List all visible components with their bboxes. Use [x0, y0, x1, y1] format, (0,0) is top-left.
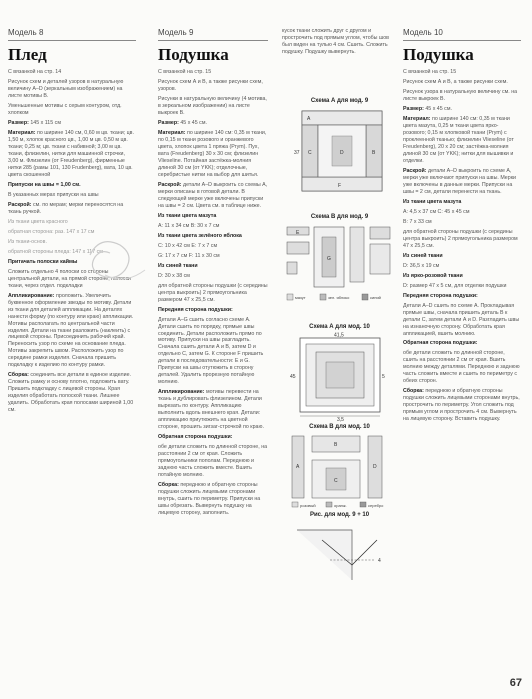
dimension-label: 41,5 — [334, 332, 344, 339]
dimension-label: 37 — [294, 150, 300, 156]
scheme-a-mod-9 — [282, 98, 397, 201]
piece-label: G — [327, 256, 331, 262]
front-side-heading: Передняя сторона подушки: — [158, 306, 233, 313]
back-side-text: обе детали сложить по длинной стороне, сшить на расстоянии 2 см от края. Вшить молнию между деталями. Переднюю и заднюю часть сложить вместе и сшить по периметру с обеих сторон. — [403, 350, 520, 385]
assembly-label: Сборка: — [8, 372, 29, 379]
cutting-value: детали А–D выкроить со схемы А, мерки описаны в готовой детали. В следующей мерке уже включены припуски на швы = 2 см. Цвета см. в таблице ниже. — [158, 181, 268, 209]
cutting-label: Раскрой: — [403, 167, 427, 174]
size-paragraph — [403, 106, 521, 113]
model-heading: Модель 9 — [158, 28, 268, 41]
cut-header: Из синей ткани — [403, 252, 443, 259]
piece-label: B — [334, 442, 338, 448]
model-heading: Модель 8 — [8, 28, 136, 41]
assembly-paragraph — [403, 388, 521, 423]
front-side-text: Детали А–G сшить согласно схеме А. Детали сшить по порядку, прямые швы соединить. Детали расположить прямо по мотиву. Припуски на швы разгладить. Сначала сшить детали А и В, затем D и отдельно С, затем G. К стороне F пришить детали в последовательности: Е и G. Припуски на швы отутюжить в сторону деталей. Удалить прорезную потайную молнию. — [158, 316, 264, 386]
scheme-a-mod-10 — [282, 324, 397, 427]
assembly-label: Сборка: — [158, 482, 179, 489]
piece-label: D — [373, 464, 377, 470]
cutting-label: Раскрой: — [158, 181, 182, 188]
dimension-label: 45 — [290, 374, 296, 380]
cutting-paragraph — [158, 182, 268, 210]
piece-label: F — [338, 183, 342, 189]
border-strips-text: Сложить отдельно 4 полоски со стороны центральной детали, на прямой стороне; полоски ткани, через отдел. подкладки — [8, 268, 131, 289]
cut-line: G: 17 х 7 см F: 11 х 30 см — [158, 252, 220, 259]
assembly-paragraph — [8, 372, 136, 414]
faded-spiral-watermark — [60, 215, 160, 295]
material-label: Материал: — [158, 129, 186, 136]
applique-value: мотивы перевести на ткань и дублировать флизелином. Детали вырезать по контуру. Аппликацию выполнить вдоль внешнего края. Детали: аппликацию приутюжить на цветной стороне, прошить зигзаг-строчкой по краю. — [158, 389, 264, 431]
seam-allowance-heading: Припуски на швы = 1,00 см. — [8, 181, 81, 188]
size-label: Размер: — [158, 119, 179, 126]
size-value: 45 х 45 см. — [180, 119, 207, 126]
model-heading: Модель 10 — [403, 28, 521, 41]
applique-paragraph — [158, 389, 268, 431]
figure-mod-9-10 — [282, 512, 397, 595]
size-label: Размер: — [403, 105, 424, 112]
page-number: 67 — [509, 677, 522, 689]
piece-label: A — [307, 116, 311, 122]
column-model-9 — [158, 28, 268, 520]
cut-line: А: 11 х 34 см В: 30 х 7 см — [158, 222, 220, 229]
scheme-b-mod-9 — [282, 214, 397, 312]
intro-text: Рисунок схем А и В, а также рисунки схем, узоров. — [158, 78, 263, 92]
material-label: Материал: — [403, 115, 431, 122]
cut-line: обратной стороны пледа: 147 х 117 см — [8, 248, 103, 255]
front-side-text: Детали А–D сшить по схеме А. Прокладывая прямые швы, сначала пришить деталь В к детали С, затем детали А и D. Разгладить швы на изнаночную сторону. Обработать края аппликацией, вшить молнию. — [403, 302, 520, 337]
scheme-b-mod-10 — [282, 424, 397, 515]
applique-label: Аппликирование: — [8, 292, 55, 299]
material-label: Материал: — [8, 129, 36, 136]
intro-text: С вязанкой на стр. 15 — [158, 68, 212, 75]
dimension-label: 5 — [382, 374, 385, 380]
piece-label: C — [308, 150, 312, 156]
cut-line: А: 4,5 х 37 см С: 45 х 45 см — [403, 208, 470, 215]
cut-line: В: 7 х 33 см — [403, 218, 432, 225]
material-value: по ширине 140 см: 0,35 м ткани цвета мазута, 0,25 м ткани цвета ярко-розового; 0,15 м хлопковой ткани (Prym) с проклеенной тканью; флизелин Vlieseline (от Freudenberg), 20 х 20 см; застёжка-молния длиной 30 см (от YKK); нитки для вышивки и отделки. — [403, 115, 514, 164]
intro-text: Рисунок схем и деталей узоров в натуральную величину А–D (зеркальным изображением) на листе мотивы В. — [8, 78, 124, 99]
cutting-value: детали А–D выкроить по схеме А, мерки уже включают припуски на швы. Мерки уже включены в данные мерки. Припуски на швы = 2 см, детали перенести на ткань. — [403, 167, 516, 195]
assembly-paragraph — [158, 482, 268, 517]
front-side-heading: Передняя сторона подушки: — [403, 292, 478, 299]
piece-label: B — [372, 150, 376, 156]
legend-label: синий — [370, 295, 381, 300]
cut-header: Из ткани цвета зелёного яблока — [158, 232, 242, 239]
material-value: по ширине 140 см, 0,60 м цв. ткани; цв. 1,50 м, хлопок красного цв., 1,00 м цв. 0,50 м цв. ткани; 0,25 м; цв. ткани с набивной; 3,00 м цв. ткани, флизелин, нитки для машинной строчки, 3,00 м. Флизелин (от Freudenberg), фирменные нитки 285 (рамы 101, 130 Frudenberg), вата, 10 цв. цвета скошенной — [8, 129, 134, 178]
corner-seam-drawing — [282, 520, 397, 590]
material-paragraph — [8, 130, 136, 179]
cut-line: для обратной стороны подушки (с середины центра выкроить) 2 прямоугольника размером 47 х 25,5 см. — [158, 282, 268, 303]
assembly-value: переднюю и обратную стороны подушки сложить лицевыми сторонами внутрь, прострочить по периметру. Угол сложить под прямым углом и прострочить 4 см. Вывернуть на лицевую сторону. Вставить подушку. — [403, 388, 520, 423]
article-title: Подушка — [158, 44, 229, 64]
column-3-top-text — [282, 28, 397, 59]
size-label: Размер: — [8, 119, 29, 126]
scheme-b-mod-9-drawing — [282, 222, 397, 307]
cut-header: Из ткани цвета красного — [8, 218, 68, 225]
scheme-title: Схема В для мод. 9 — [310, 214, 369, 220]
article-title: Плед — [8, 44, 47, 64]
piece-label: C — [334, 478, 338, 484]
cutting-label: Раскрой: — [8, 201, 32, 208]
cut-line: D: 36,5 х 19 см — [403, 262, 440, 269]
size-paragraph — [158, 120, 268, 127]
assembly-value: переднюю и обратную стороны подушки сложить лицевыми сторонами внутрь, сшить по периметру. Припуски на швы обрезать. Вывернуть подушку на лицевую сторону, заполнить. — [158, 482, 261, 517]
material-value: по ширине 140 см: 0,35 м ткани, по 0,15 м ткани розового и оранжевого цвета, хлопок цвета 1 пряжа (Prym). Пух, вата (Freudenberg) 30 х 30 см; флизелин Vlieseline. Потайная застёжка-молния длиной 30 см (от YKK); отделочные, серебристые нитки на выбор для шитья. — [158, 129, 267, 178]
scheme-a-mod-9-drawing — [282, 106, 397, 196]
back-side-heading: Обратная сторона подушки: — [158, 434, 233, 441]
cutting-value: см. по мерам; мерки переносятся на ткань ручкой. — [8, 201, 124, 215]
seam-allowance-text: В указанных мерах припуски на швы — [8, 191, 99, 198]
legend-label: розовый — [300, 503, 316, 508]
size-paragraph — [8, 120, 136, 127]
scheme-title: Схема А для мод. 10 — [309, 324, 370, 330]
legend-label: оранж. — [334, 503, 347, 508]
cutting-paragraph — [403, 168, 521, 196]
scheme-title: Рис. для мод. 9 + 10 — [309, 512, 370, 518]
cut-header: Из ярко-розовой ткани — [403, 272, 463, 279]
dimension-label: 3,5 — [337, 417, 344, 422]
back-side-heading: Обратная сторона подушки: — [403, 340, 478, 347]
border-strips-heading: Притачать полоски каймы — [8, 258, 78, 265]
applique-value: проложить. Увеличить буквенное оформление звезды по мотиву. Детали из ткани для деталей аппликации. На деталях нанести форму (по контуру или краю) аппликации. Мотивы располагать по центральной части изделия. Детали на ткани разложить (наклеить) с лицевой стороны. Присоединить рабочий край. Переносить узор по схеме на основание пледа. Мотивы закрепить швом. Расположить узор по середине рамки изделия. Сначала пришить подкладку к изделию по контуру рамки. — [8, 292, 134, 369]
dimension-label: 4 — [378, 558, 381, 564]
size-value: 45 х 45 см. — [425, 105, 452, 112]
piece-label: A — [296, 464, 300, 470]
scheme-title: Схема А для мод. 9 — [310, 98, 369, 104]
scheme-a-mod-10-drawing — [282, 332, 397, 422]
cut-line: D: размер 47 х 5 см, для отделки подушки — [403, 282, 507, 289]
cut-line: для обратной стороны подушки (с середины центра выкроить) 2 прямоугольника размером 47 х 25,5 см. — [403, 228, 518, 249]
assembly-label: Сборка: — [403, 388, 424, 395]
intro-text: Рисунки в натуральную величину (4 мотива, в зеркальном изображении) на листе выкроек В. — [158, 95, 267, 116]
legend-label: зел. яблоко — [328, 295, 350, 300]
intro-text: Рисунок схем А и В, а также рисунки схем. — [403, 78, 508, 85]
intro-text: Рисунок узора в натуральную величину см. на листе выкроек В. — [403, 88, 518, 102]
applique-paragraph — [8, 293, 136, 370]
size-value: 145 x 115 см — [30, 119, 61, 126]
cut-header: Из синей ткани — [158, 262, 198, 269]
intro-text: Уменьшенные мотивы с серым контуром, отд. хлопком — [8, 102, 122, 116]
cut-header: Из ткани цвета мазута — [403, 198, 462, 205]
piece-label: E — [296, 230, 300, 236]
cutting-paragraph — [8, 202, 136, 216]
scheme-b-mod-10-drawing — [282, 432, 397, 510]
assembly-value: соединить все детали в единое изделие. Сложить рамку и основу плотно, подложить вату. Пришить подкладку с лицевой стороны. Края изделия обработать полоской ткани. Лишнее удалить. Обработать края полосами шириной 1,00 см. — [8, 372, 134, 414]
cut-line: обратная сторона: раз. 147 х 17 см — [8, 228, 95, 235]
applique-label: Аппликирование: — [158, 389, 205, 396]
cut-header: Из ткани цвета мазута — [158, 212, 217, 219]
legend-label: серебро — [368, 503, 384, 508]
continued-text: кусок ткани сложить друг с другом и прострочить под прямым углом, чтобы шов был виден на тулью 4 см. Сшить. Сложить подушку. Подушку вывернуть. — [282, 28, 389, 55]
column-model-10 — [403, 28, 521, 426]
article-title: Подушка — [403, 44, 474, 64]
cut-line: Из ткани-основ. — [8, 238, 47, 245]
cut-line: С: 10 х 42 см Е: 7 х 7 см — [158, 242, 218, 249]
cut-line: D: 30 х 38 см — [158, 272, 190, 279]
piece-label: D — [340, 150, 344, 156]
intro-text: С вязанкой на стр. 14 — [8, 68, 62, 75]
legend-label: мазут — [295, 295, 306, 300]
material-paragraph — [158, 130, 268, 179]
material-paragraph — [403, 116, 521, 165]
scheme-title: Схема В для мод. 10 — [309, 424, 370, 430]
intro-text: С вязанкой на стр. 15 — [403, 68, 457, 75]
back-side-text: обе детали сложить по длинной стороне, на расстоянии 2 см от края. Сложить прямоугольники пополам. Переднюю и заднюю часть сложить вместе. Вшить потайную молнию. — [158, 444, 268, 479]
